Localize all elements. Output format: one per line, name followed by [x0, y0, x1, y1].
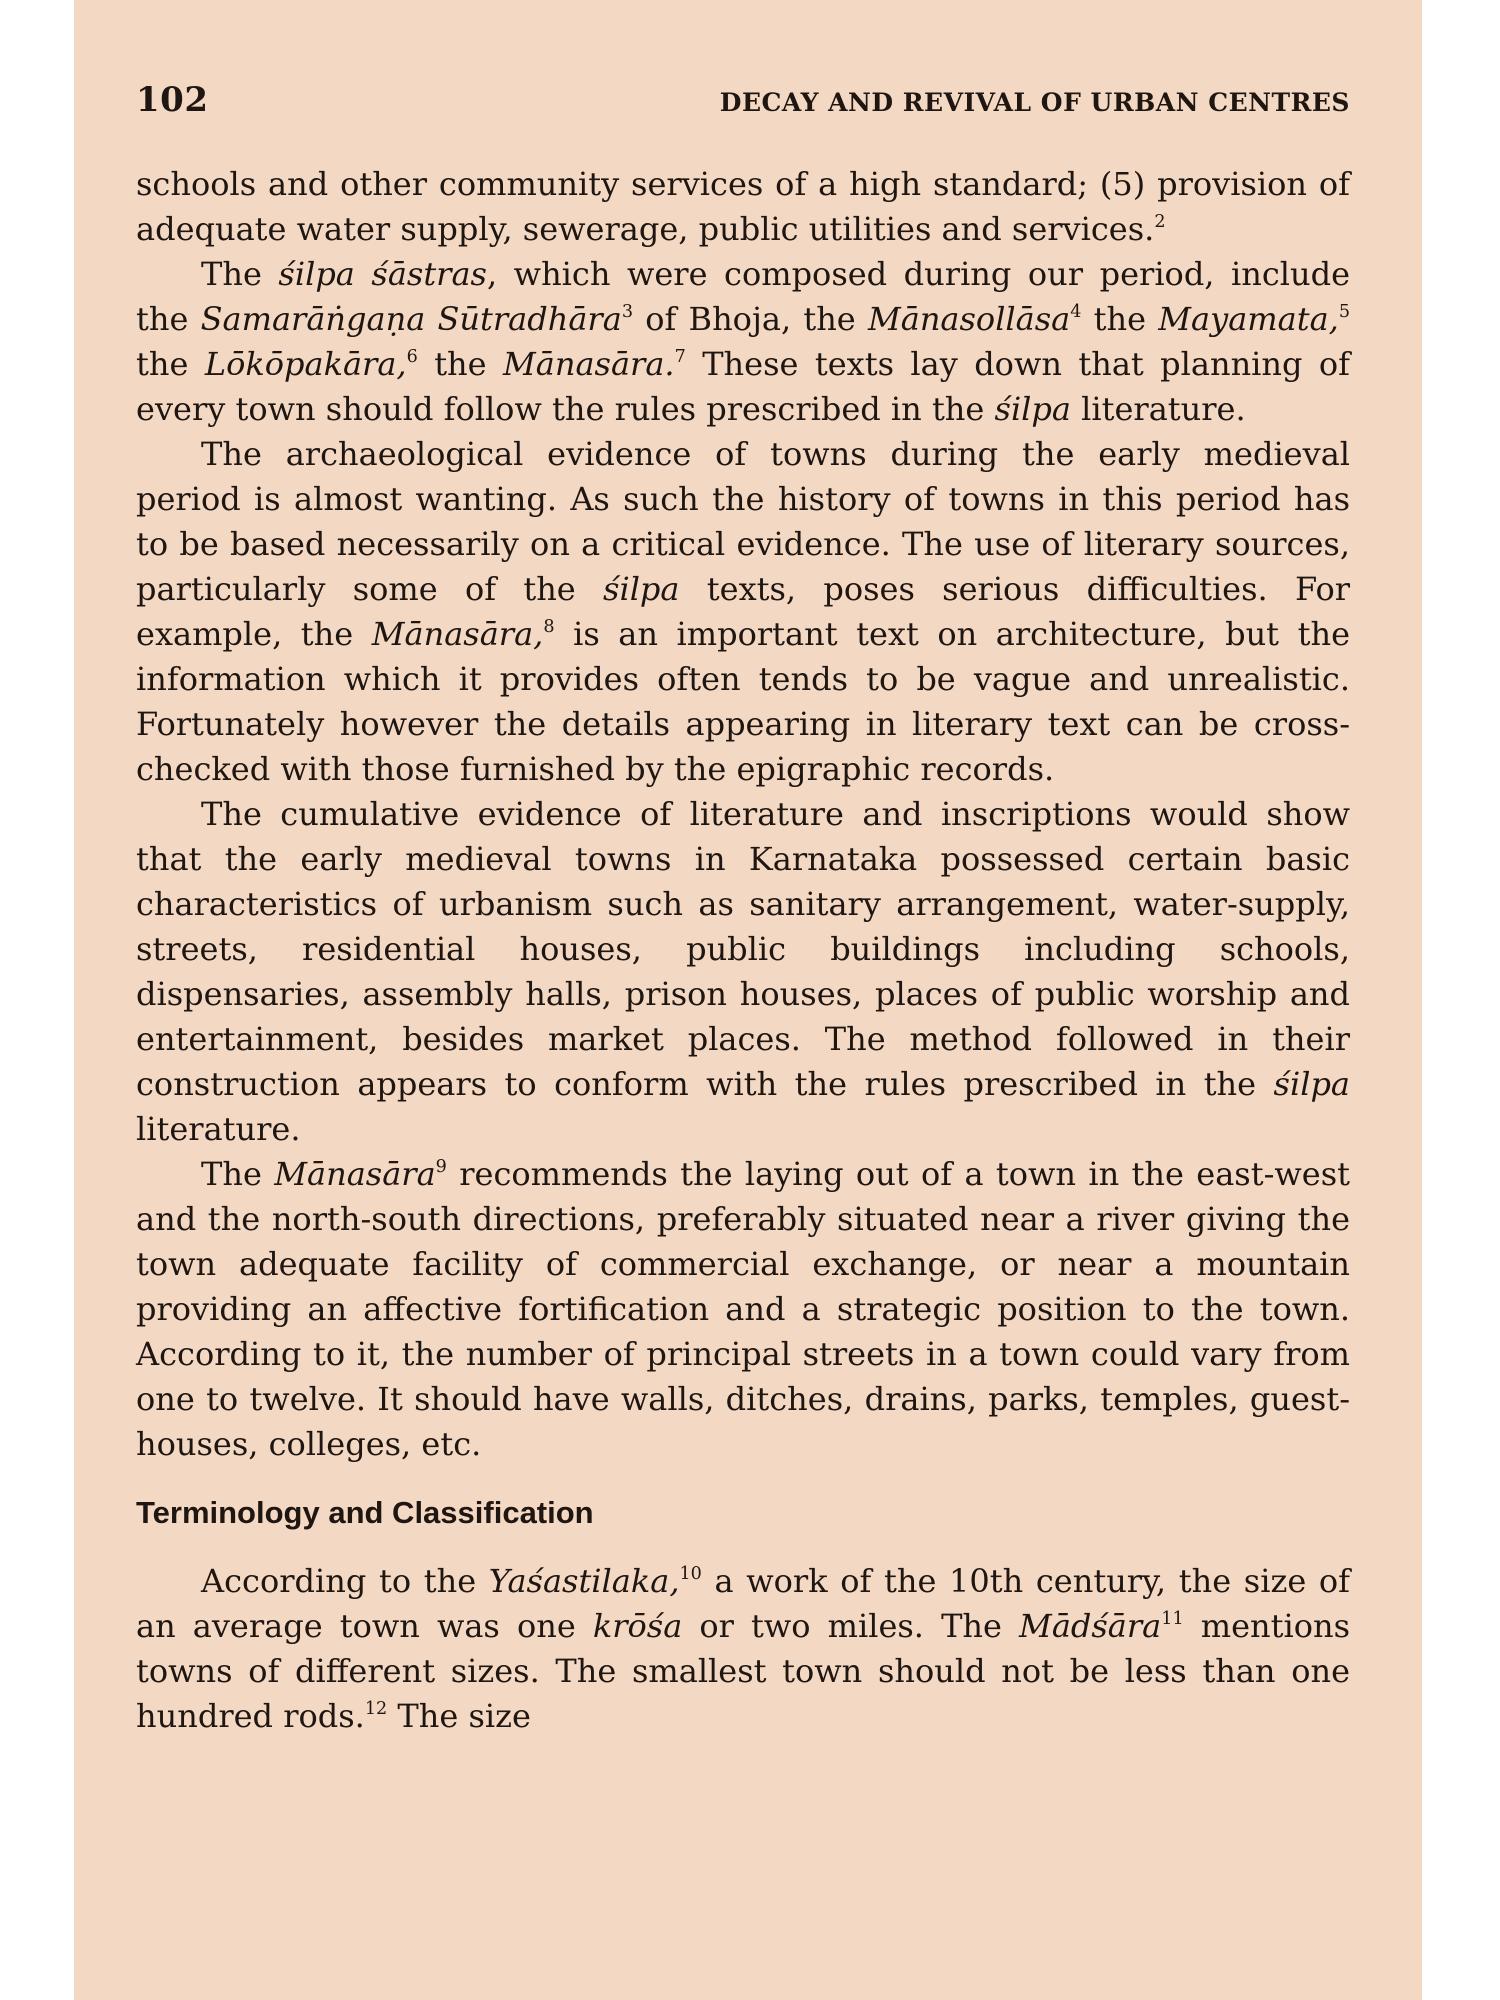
- footnote-ref: 3: [621, 301, 634, 322]
- text-run: According to the: [201, 1562, 489, 1600]
- text-run: the: [136, 345, 205, 383]
- text-run: mentions towns of different sizes. The smallest town should not be less than one hundred rods.: [136, 1607, 1351, 1735]
- footnote-ref: 4: [1070, 301, 1082, 322]
- text-run: the: [417, 345, 504, 383]
- text-run: , which were composed during our period, include the: [136, 255, 1351, 338]
- paragraph: [136, 252, 1350, 432]
- text-run: These texts lay down that planning of every town should follow the rules prescribed in the: [136, 345, 1351, 428]
- footnote-ref: 11: [1161, 1608, 1184, 1629]
- footnote-ref: 2: [1154, 211, 1166, 232]
- italic-term: krōśa: [592, 1607, 683, 1645]
- italic-term: śilpa: [994, 390, 1071, 428]
- text-run: The archaeological evidence of towns during the early medieval period is almost wanting. As such the history of towns in this period has to be based necessarily on a critical evidence. The use of literary sources, particularly some of the: [136, 435, 1350, 608]
- italic-term: Samarāṅgaṇa Sūtradhāra: [200, 300, 622, 338]
- footnote-ref: 6: [406, 346, 418, 367]
- footnote-ref: 12: [364, 1698, 388, 1719]
- italic-term: Mānasāra: [274, 1155, 436, 1193]
- paragraph: [136, 432, 1350, 792]
- text-run: of Bhoja, the: [633, 300, 868, 338]
- section-text: [136, 1559, 1350, 1739]
- text-run: a work of the 10th century, the size of an average town was one: [136, 1562, 1351, 1645]
- paragraph: [136, 792, 1350, 1152]
- paragraph: [136, 162, 1350, 252]
- text-run: or two miles. The: [682, 1607, 1020, 1645]
- text-run: literature.: [136, 1110, 301, 1148]
- section-heading: Terminology and Classification: [136, 1495, 594, 1530]
- page-header: [136, 80, 1350, 120]
- paragraph: [136, 1152, 1350, 1467]
- text-run: The cumulative evidence of literature and inscriptions would show that the early medieval towns in Karnataka possessed certain basic characteristics of urbanism such as sanitary arrangement, water-supply, streets, residential houses, public buildings including schools, dispensaries, assembly halls, prison houses, places of public worship and entertainment, besides market places. The method followed in their construction appears to conform with the rules prescribed in the: [136, 795, 1350, 1103]
- text-run: texts, poses serious difficulties. For example, the: [136, 570, 1351, 653]
- italic-term: śilpa: [1273, 1065, 1350, 1103]
- page-number: 102: [136, 80, 209, 120]
- italic-term: Mayamata,: [1158, 300, 1339, 338]
- running-title: DECAY AND REVIVAL OF URBAN CENTRES: [719, 88, 1350, 117]
- paragraph: [136, 1559, 1350, 1739]
- italic-term: śilpa śāstras: [278, 255, 487, 293]
- italic-term: Mādśāra: [1019, 1607, 1162, 1645]
- italic-term: Lōkōpakāra,: [204, 345, 407, 383]
- text-run: schools and other community services of a high standard; (5) provision of adequate water supply, sewerage, public utilities and services.: [136, 165, 1350, 248]
- footnote-ref: 5: [1338, 301, 1351, 322]
- book-page: [74, 0, 1422, 2000]
- footnote-ref: 10: [679, 1563, 702, 1584]
- italic-term: Mānasāra,: [371, 615, 544, 653]
- text-run: The: [201, 255, 279, 293]
- text-run: literature.: [1070, 390, 1246, 428]
- text-run: The size: [387, 1697, 531, 1735]
- italic-term: Yaśastilaka,: [488, 1562, 680, 1600]
- text-run: recommends the laying out of a town in the east-west and the north-south directions, preferably situated near a river giving the town adequate facility of commercial exchange, or near a mountain providing an affective fortification and a strategic position to the town. According to it, the number of principal streets in a town could vary from one to twelve. It should have walls, ditches, drains, parks, temples, guest-houses, colleges, etc.: [136, 1155, 1351, 1463]
- main-text: [136, 162, 1350, 1467]
- text-run: the: [1081, 300, 1159, 338]
- italic-term: Mānasollāsa: [867, 300, 1071, 338]
- footnote-ref: 9: [435, 1156, 447, 1177]
- italic-term: Mānasāra.: [503, 345, 675, 383]
- italic-term: śilpa: [603, 570, 680, 608]
- footnote-ref: 8: [543, 616, 555, 637]
- text-run: The: [201, 1155, 275, 1193]
- text-run: is an important text on architecture, but the information which it provides often tends to be vague and unrealistic. Fortunately however the details appearing in literary text can be cross-checked with those furnished by the epigraphic records.: [136, 615, 1351, 788]
- footnote-ref: 7: [674, 346, 686, 367]
